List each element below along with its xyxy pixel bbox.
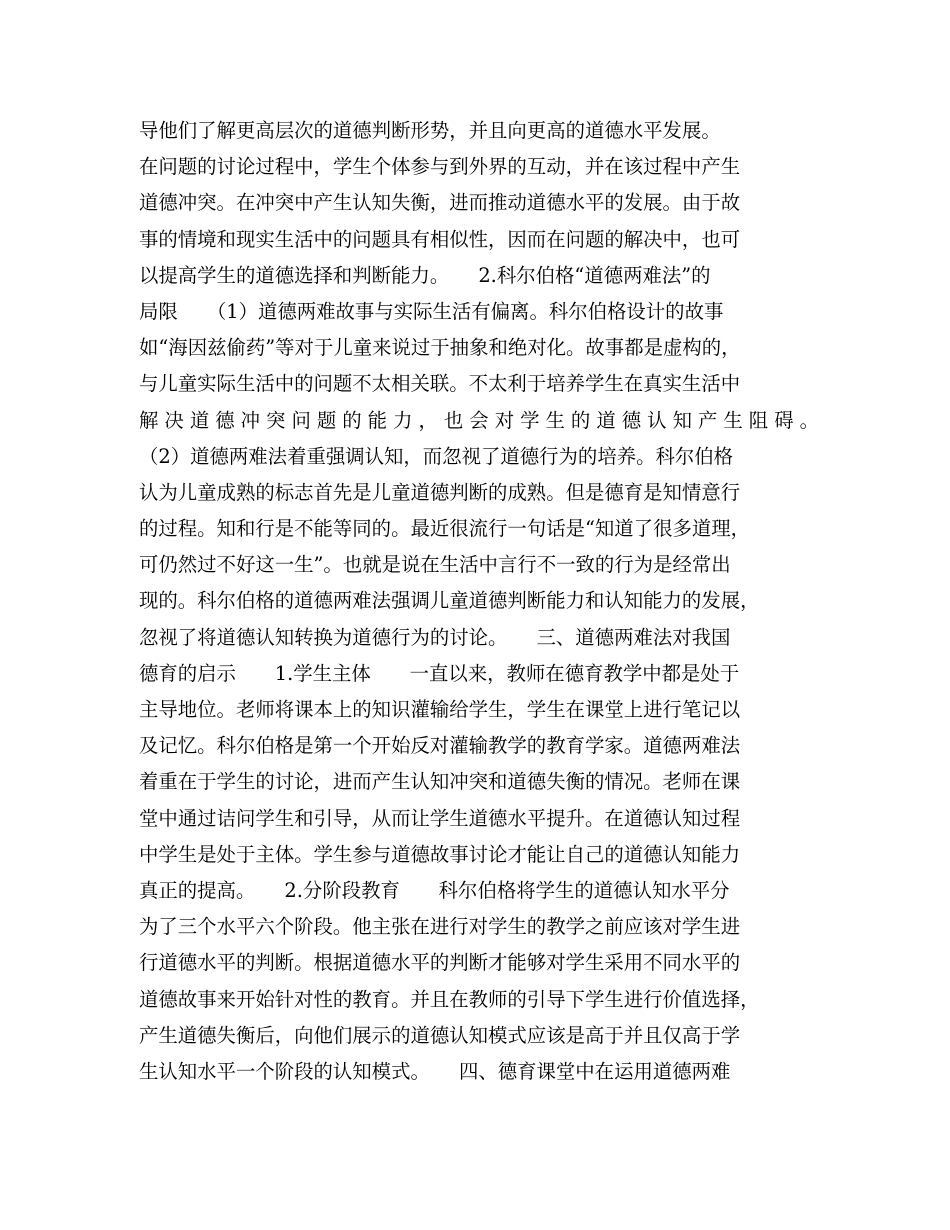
text-line: 道德冲突。在冲突中产生认知失衡，进而推动道德水平的发展。由于故 [139, 191, 741, 215]
text-line: 忽视了将道德认知转换为道德行为的讨论。 三、道德两难法对我国 [139, 625, 731, 649]
text-line: 中学生是处于主体。学生参与道德故事讨论才能让自己的道德认知能力 [139, 842, 741, 866]
text-line: 现的。科尔伯格的道德两难法强调儿童道德判断能力和认知能力的发展， [139, 589, 760, 613]
text-line: 如“海因兹偷药”等对于儿童来说过于抽象和绝对化。故事都是虚构的， [139, 336, 741, 360]
text-line: 导他们了解更高层次的道德判断形势，并且向更高的道德水平发展。 [139, 119, 721, 142]
body-text [139, 113, 819, 1090]
text-line: 局限 （1）道德两难故事与实际生活有偏离。科尔伯格设计的故事 [139, 299, 724, 323]
text-line: 在问题的讨论过程中，学生个体参与到外界的互动，并在该过程中产生 [139, 155, 741, 179]
text-line: 生认知水平一个阶段的认知模式。 四、德育课堂中在运用道德两难 [139, 1059, 731, 1083]
text-line: （2）道德两难法着重强调认知，而忽视了道德行为的培养。科尔伯格 [139, 444, 734, 468]
text-line: 产生道德失衡后，向他们展示的道德认知模式应该是高于并且仅高于学 [139, 1023, 741, 1047]
text-line: 与儿童实际生活中的问题不太相关联。不太利于培养学生在真实生活中 [139, 372, 741, 396]
text-line: 事的情境和现实生活中的问题具有相似性，因而在问题的解决中，也可 [139, 227, 741, 251]
text-line: 及记忆。科尔伯格是第一个开始反对灌输教学的教育学家。道德两难法 [139, 734, 741, 758]
text-line: 道德故事来开始针对性的教育。并且在教师的引导下学生进行价值选择， [139, 987, 760, 1011]
text-line: 的过程。知和行是不能等同的。最近很流行一句话是“知道了很多道理， [139, 517, 751, 541]
text-line: 着重在于学生的讨论，进而产生认知冲突和道德失衡的情况。老师在课 [139, 770, 741, 794]
text-line: 行道德水平的判断。根据道德水平的判断才能够对学生采用不同水平的 [139, 951, 741, 975]
text-line: 主导地位。老师将课本上的知识灌输给学生，学生在课堂上进行笔记以 [139, 698, 741, 721]
text-line: 为了三个水平六个阶段。他主张在进行对学生的教学之前应该对学生进 [139, 915, 741, 939]
text-line: 以提高学生的道德选择和判断能力。 2.科尔伯格“道德两难法”的 [139, 263, 711, 287]
text-line: 解决道德冲突问题的能力，也会对学生的道德认知产生阻碍。 [139, 408, 819, 432]
text-line: 可仍然过不好这一生”。也就是说在生活中言行不一致的行为是经常出 [139, 553, 731, 577]
text-line: 德育的启示 1.学生主体 一直以来，教师在德育教学中都是处于 [139, 661, 740, 685]
text-line: 堂中通过诘问学生和引导，从而让学生道德水平提升。在道德认知过程 [139, 806, 741, 830]
text-line: 认为儿童成熟的标志首先是儿童道德判断的成熟。但是德育是知情意行 [139, 480, 741, 504]
text-line: 真正的提高。 2.分阶段教育 科尔伯格将学生的道德认知水平分 [139, 878, 730, 902]
